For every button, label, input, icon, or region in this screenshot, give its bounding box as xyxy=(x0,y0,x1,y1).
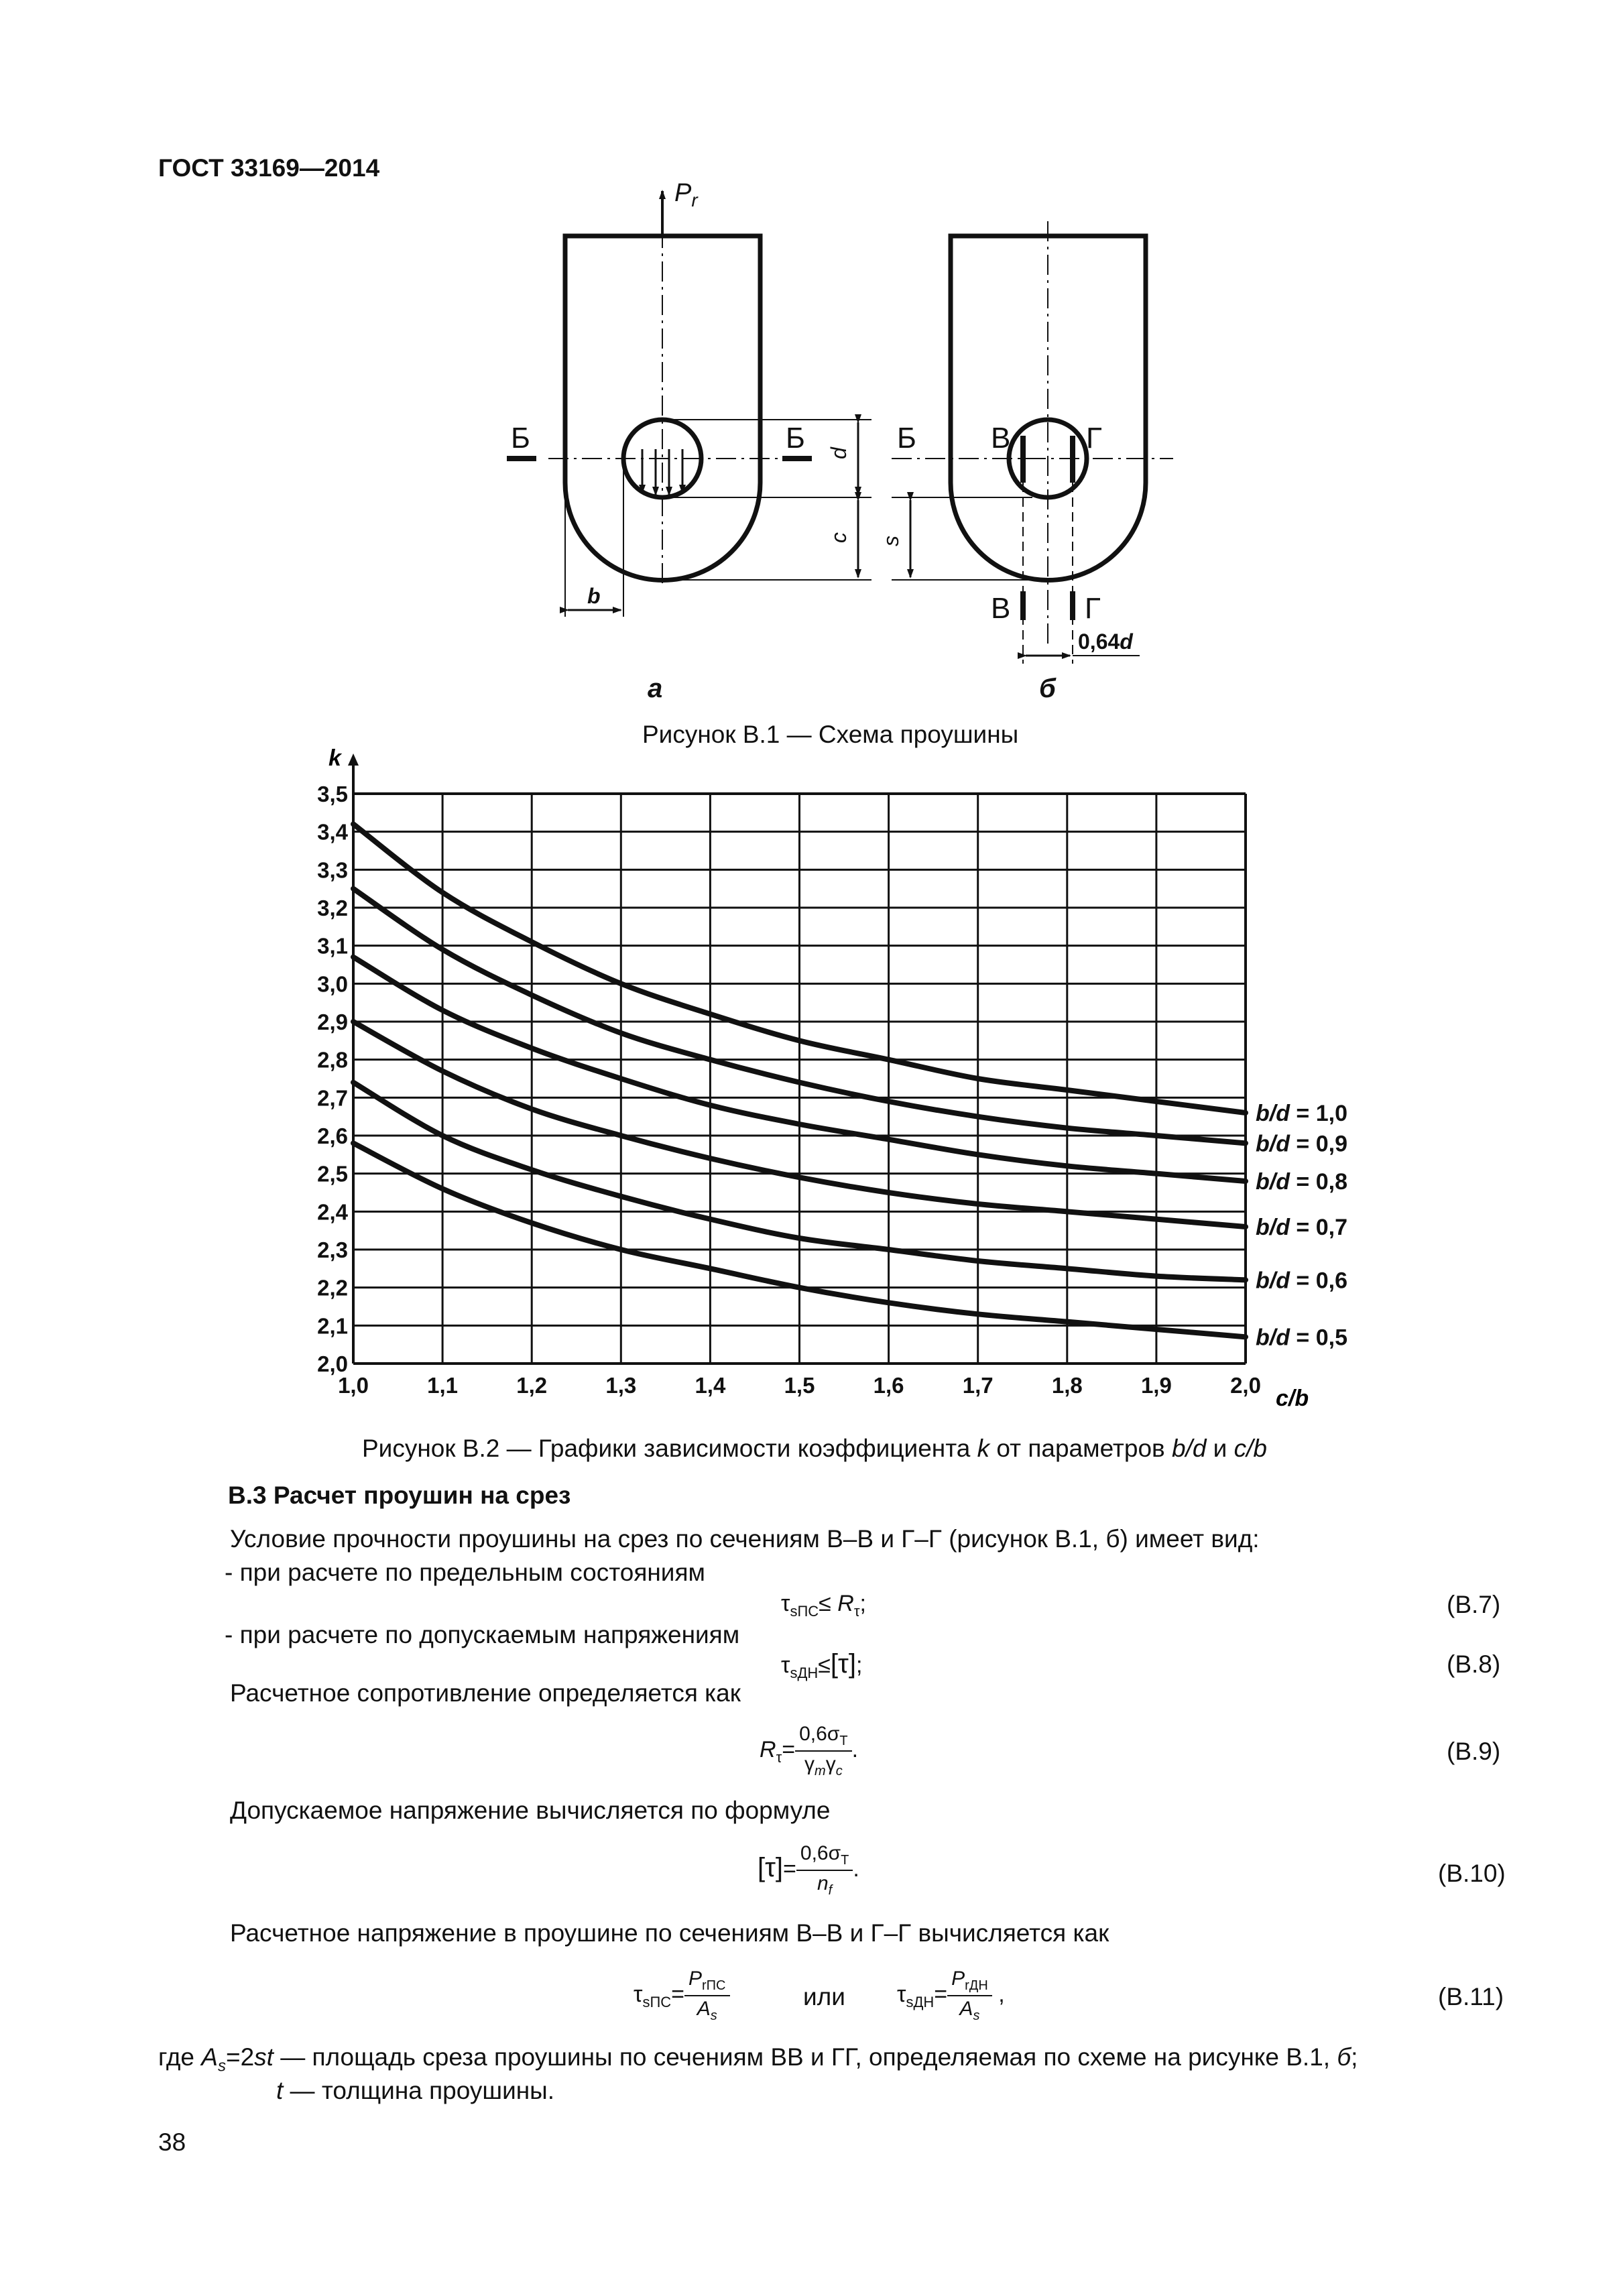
section-heading: В.3 Расчет проушин на срез xyxy=(228,1482,571,1509)
where-clause: где $A_s=2st$ — площадь среза проушины по сечениям ВВ и ГГ, определяемая по схеме на рисунке В.1, б; xyxy=(158,2043,1358,2075)
dim-label-b: b xyxy=(587,584,601,608)
series-label: b/d = 1,0 xyxy=(1256,1101,1347,1126)
y-tick-label: 3,3 xyxy=(317,857,348,883)
equation-b10: [τ]= $\frac{0,6\sigma_Т}{n_f}$ . xyxy=(758,1842,859,1898)
dim-label-c: c xyxy=(827,532,851,543)
equation-number-b8: (В.8) xyxy=(1447,1650,1501,1678)
x-tick-label: 1,2 xyxy=(516,1373,548,1398)
section-label-b-left: Б xyxy=(511,422,530,455)
x-tick-label: 1,9 xyxy=(1140,1373,1172,1398)
y-tick-label: 2,1 xyxy=(317,1313,348,1339)
x-tick-label: 1,5 xyxy=(784,1373,815,1398)
section-label-b-second: Б xyxy=(897,422,916,455)
y-tick-label: 2,9 xyxy=(317,1010,348,1034)
thickness-definition: t — толщина проушины. xyxy=(276,2077,555,2104)
y-tick-label: 2,4 xyxy=(317,1199,348,1225)
section-label-b-right: Б xyxy=(786,422,805,455)
allowable-stress-text: Допускаемое напряжение вычисляется по формуле xyxy=(230,1797,831,1824)
y-tick-label: 3,1 xyxy=(317,933,348,959)
y-tick-label: 2,7 xyxy=(317,1085,348,1111)
section-label-v-bottom: В xyxy=(991,592,1011,625)
y-tick-label: 2,3 xyxy=(317,1237,348,1262)
figure2-caption: Рисунок В.2 — Графики зависимости коэффициента k от параметров b/d и c/b xyxy=(362,1435,1267,1462)
equation-number-b7: (В.7) xyxy=(1447,1591,1501,1618)
equation-number-b11: (В.11) xyxy=(1438,1983,1504,2010)
x-tick-label: 1,0 xyxy=(338,1373,369,1398)
subfigure-label-a: а xyxy=(648,674,663,703)
x-tick-label: 1,4 xyxy=(695,1373,726,1398)
dim-label-d: d xyxy=(827,447,851,459)
x-tick-label: 1,7 xyxy=(962,1373,994,1398)
y-tick-label: 2,0 xyxy=(317,1351,348,1376)
y-tick-label: 3,4 xyxy=(317,819,348,845)
equation-number-b10: (В.10) xyxy=(1438,1860,1506,1887)
design-stress-text: Расчетное напряжение в проушине по сечениям В–В и Г–Г вычисляется как xyxy=(230,1919,1109,1947)
force-label: $P_r$ xyxy=(674,179,698,210)
x-axis-label: c/b xyxy=(1276,1386,1309,1411)
equation-b7: $\tau_{sПС}\le R_\tau$; xyxy=(781,1591,866,1620)
section-label-v-top: В xyxy=(991,422,1011,455)
y-tick-label: 2,5 xyxy=(317,1161,348,1187)
equation-b9: $R_\tau=$ $\frac{0,6\sigma_Т}{\gamma_m\gamma_c}$ . xyxy=(760,1723,859,1778)
x-tick-label: 1,6 xyxy=(873,1373,904,1398)
resistance-text: Расчетное сопротивление определяется как xyxy=(230,1679,741,1707)
y-axis-label: k xyxy=(328,745,341,771)
figure-lug-schematic xyxy=(0,0,1623,737)
list-item-allowable: - при расчете по допускаемым напряжениям xyxy=(225,1621,740,1648)
x-tick-label: 2,0 xyxy=(1230,1373,1261,1398)
equation-b8: $\tau_{sДН}\le[\tau]$; xyxy=(781,1649,863,1681)
document-header: ГОСТ 33169—2014 xyxy=(158,154,380,182)
series-label: b/d = 0,6 xyxy=(1256,1268,1347,1294)
equation-b11-limit: $\tau_{sПС}=$ $\frac{P_{rПС}}{A_s}$ xyxy=(634,1968,730,2024)
x-tick-label: 1,1 xyxy=(427,1373,459,1398)
y-tick-label: 3,5 xyxy=(317,782,348,806)
y-tick-label: 2,8 xyxy=(317,1047,348,1073)
y-tick-label: 2,6 xyxy=(317,1124,348,1148)
y-tick-label: 3,2 xyxy=(317,896,348,920)
list-item-limit-states: - при расчете по предельным состояниям xyxy=(225,1559,705,1586)
x-tick-label: 1,8 xyxy=(1051,1373,1083,1398)
subfigure-label-b: б xyxy=(1039,674,1056,703)
k-coefficient-chart xyxy=(0,737,1623,1421)
dim-label-064d: 0,64d xyxy=(1078,629,1133,654)
dim-label-s: s xyxy=(879,536,903,546)
equation-number-b9: (В.9) xyxy=(1447,1738,1501,1765)
page-number: 38 xyxy=(158,2128,186,2156)
section-label-g-top: Г xyxy=(1086,422,1102,455)
y-tick-label: 3,0 xyxy=(317,971,348,997)
section-label-g-bottom: Г xyxy=(1085,592,1101,625)
or-word: или xyxy=(803,1983,845,2010)
series-label: b/d = 0,5 xyxy=(1256,1325,1347,1351)
figure1-caption: Рисунок В.1 — Схема проушины xyxy=(642,721,1019,748)
series-label: b/d = 0,8 xyxy=(1256,1169,1347,1195)
equation-b11-allowable: $\tau_{sДН}=$ $\frac{P_{rДН}}{A_s}$ , xyxy=(897,1968,1005,2023)
x-tick-label: 1,3 xyxy=(605,1373,637,1398)
intro-text: Условие прочности проушины на срез по сечениям В–В и Г–Г (рисунок В.1, б) имеет вид: xyxy=(230,1525,1260,1553)
series-label: b/d = 0,7 xyxy=(1256,1215,1347,1240)
y-tick-label: 2,2 xyxy=(317,1275,348,1301)
series-label: b/d = 0,9 xyxy=(1256,1131,1347,1157)
